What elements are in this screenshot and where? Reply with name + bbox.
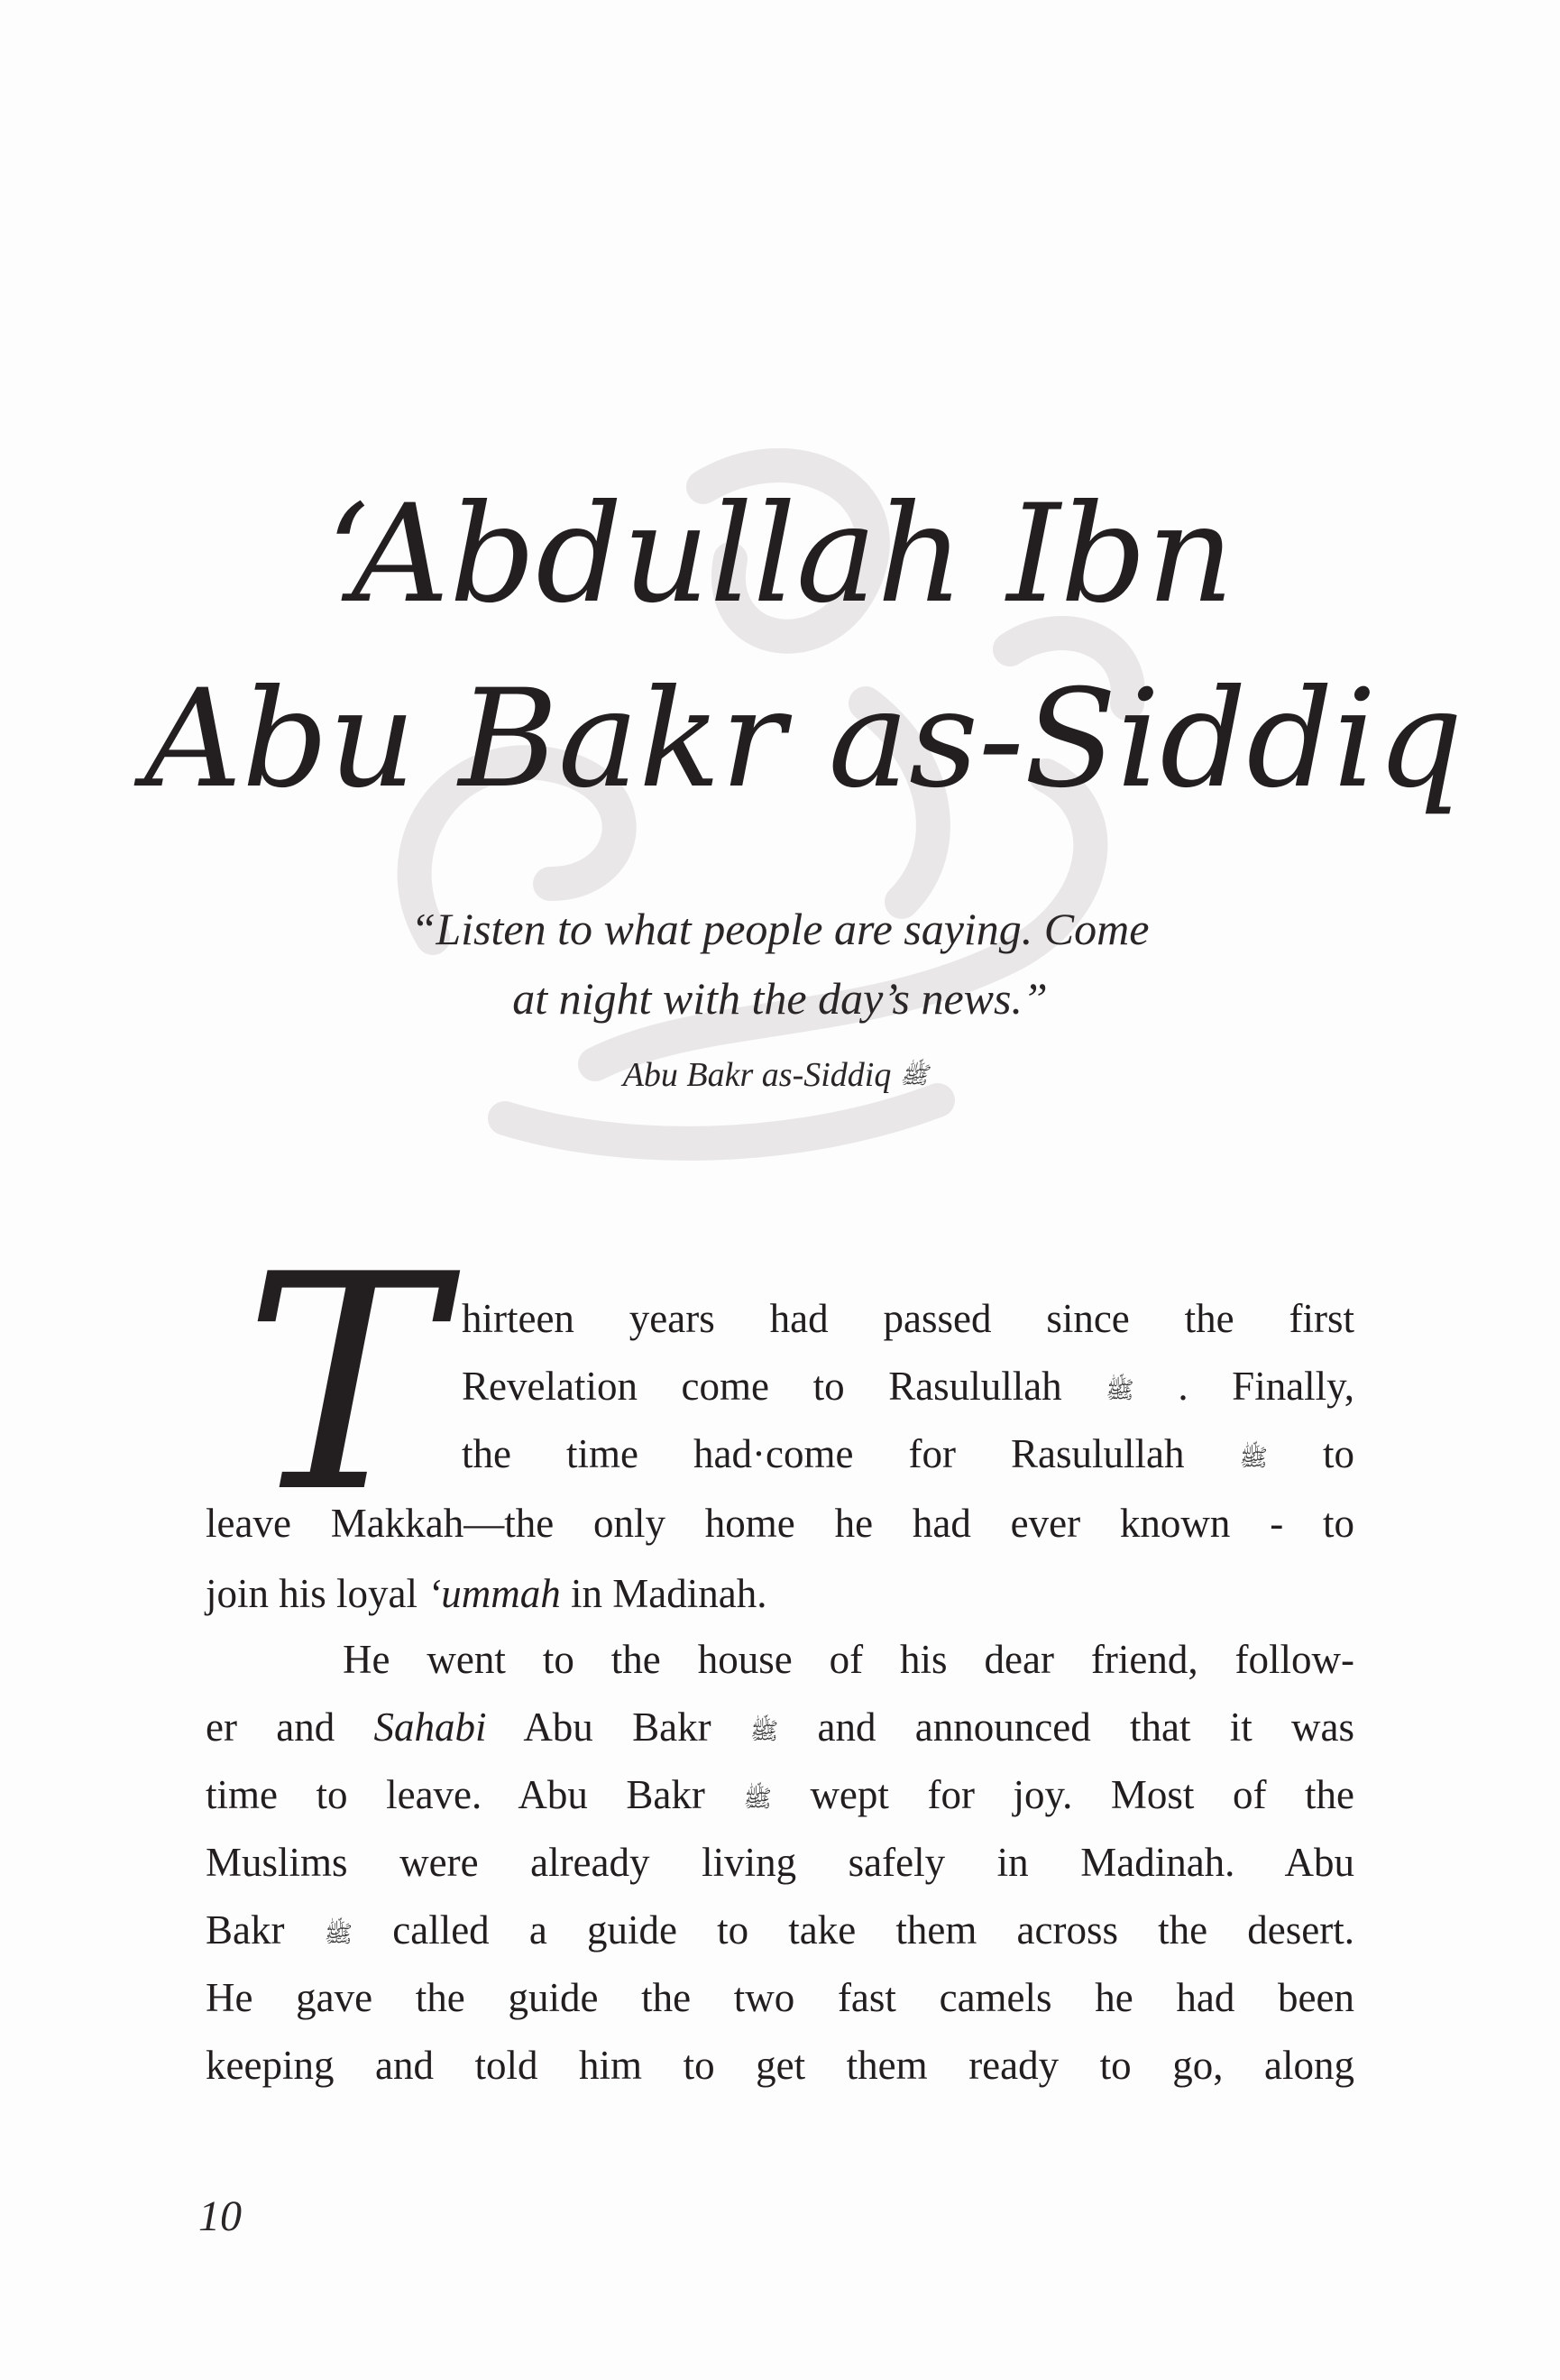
honorific-icon: ﷺ xyxy=(1106,1376,1134,1404)
p1-line-4: leave Makkah—the only home he had ever known - to xyxy=(206,1501,1354,1546)
honorific-icon: ﷺ xyxy=(749,1717,779,1745)
honorific-icon: ﷺ xyxy=(324,1920,353,1948)
p1-line-2: Revelation come to Rasulullah ﷺ . Finally, xyxy=(462,1364,1355,1409)
p2-line-1: He went to the house of his dear friend, follow- xyxy=(343,1637,1354,1682)
attribution-text: Abu Bakr as-Siddiq xyxy=(622,1056,892,1094)
p2-line-5: Bakr ﷺ called a guide to take them across the desert. xyxy=(206,1907,1355,1953)
epigraph-line-2: at night with the day’s news.” xyxy=(512,973,1048,1024)
p2-line-7: keeping and told him to get them ready to go, along xyxy=(206,2043,1354,2088)
p2-line-2: er and Sahabi Abu Bakr ﷺ and announced that it was xyxy=(206,1705,1355,1750)
p1-line-3: the time had·come for Rasulullah ﷺ to xyxy=(462,1431,1355,1476)
p1-line-5: join his loyal ‘ummah in Madinah. xyxy=(206,1571,767,1616)
honorific-icon: ﷺ xyxy=(743,1785,772,1813)
honorific-icon: ﷺ xyxy=(899,1062,929,1090)
drop-cap: T xyxy=(243,1211,443,1558)
chapter-title-line-1: ‘Abdullah Ibn xyxy=(326,476,1234,633)
epigraph-attribution xyxy=(505,1055,1046,1095)
p2-line-3: time to leave. Abu Bakr ﷺ wept for joy. Most of the xyxy=(206,1772,1354,1817)
page-number: 10 xyxy=(198,2192,242,2240)
chapter-title-line-2: Abu Bakr as-Siddiq xyxy=(144,661,1464,818)
p2-line-4: Muslims were already living safely in Madinah. Abu xyxy=(206,1840,1354,1885)
honorific-icon: ﷺ xyxy=(1239,1444,1268,1472)
p1-line-1: hirteen years had passed since the first xyxy=(462,1296,1354,1341)
epigraph-line-1: “Listen to what people are saying. Come xyxy=(410,904,1150,954)
p2-line-6: He gave the guide the two fast camels he had been xyxy=(206,1975,1354,2020)
